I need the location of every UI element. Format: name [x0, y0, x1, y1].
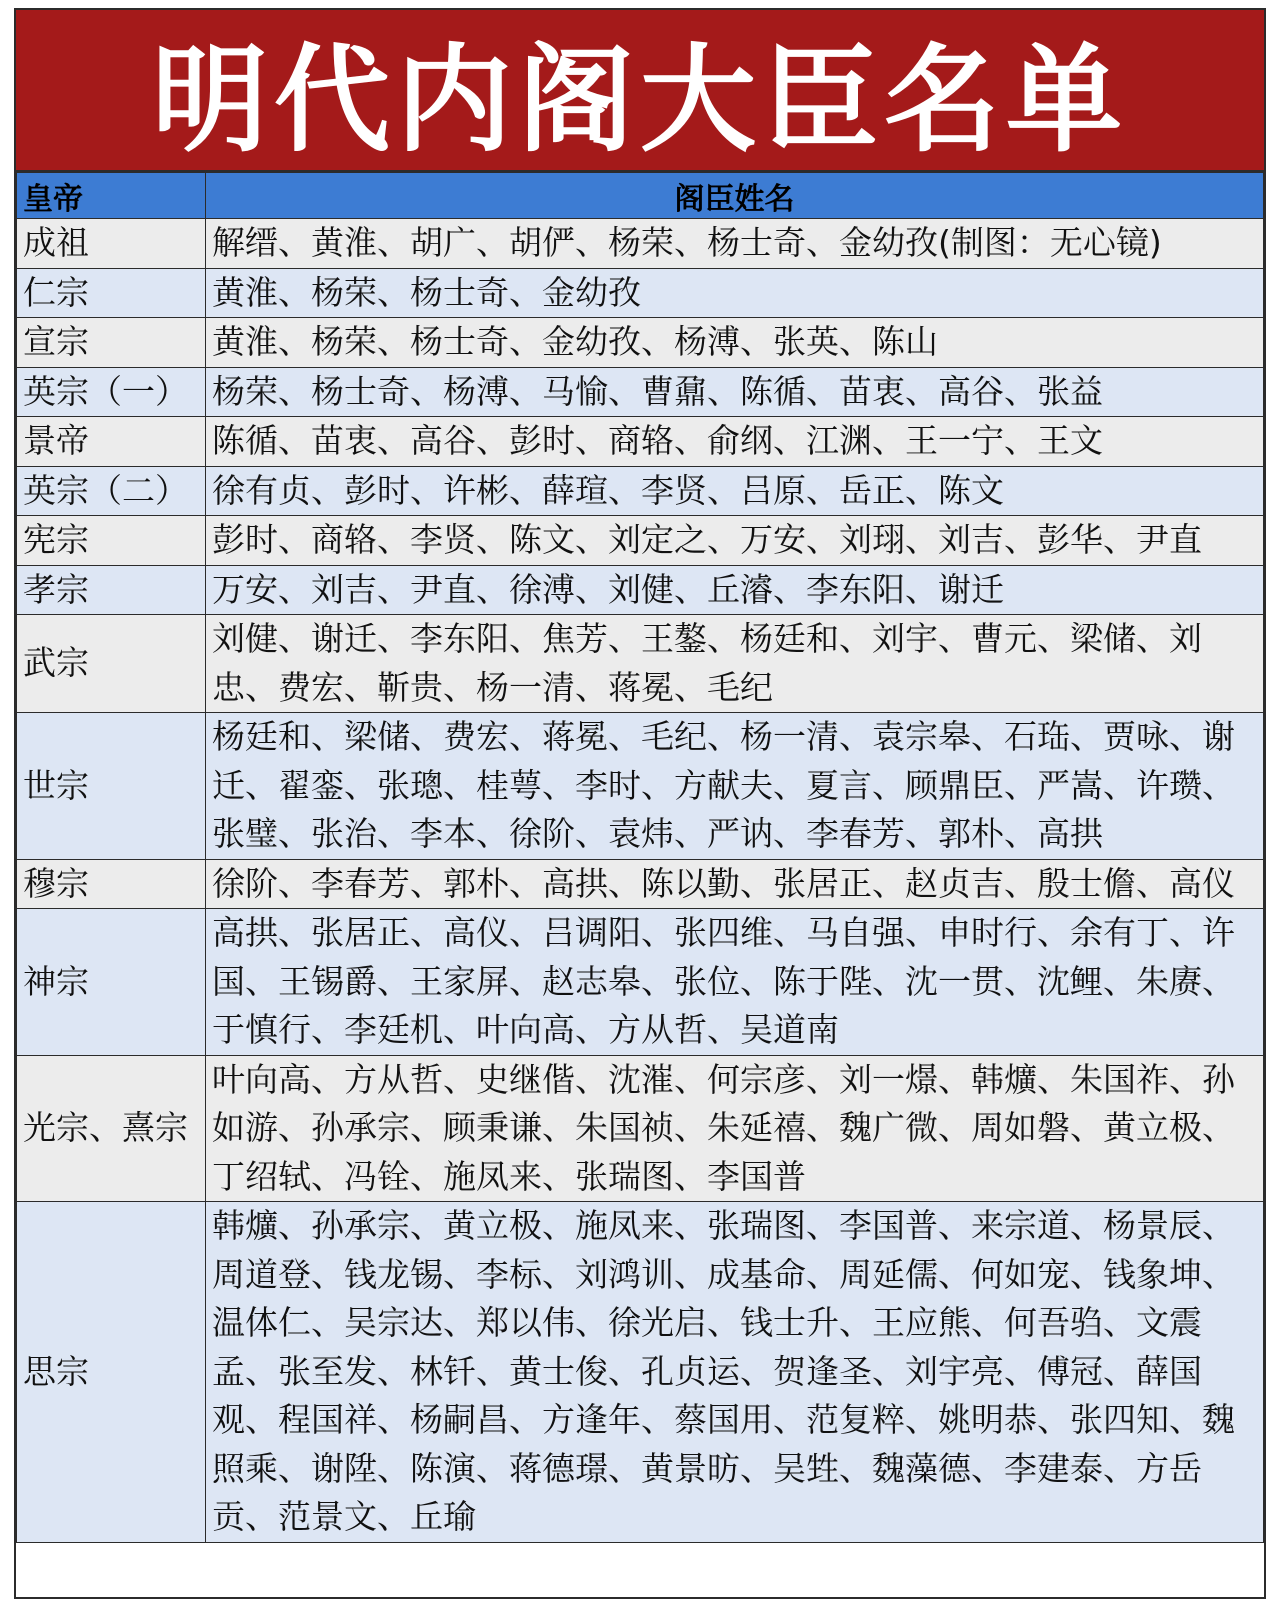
table-row	[17, 615, 1264, 713]
ministers-cell: 高拱、张居正、高仪、吕调阳、张四维、马自强、申时行、余有丁、许国、王锡爵、王家屏、赵志皋、张位、陈于陛、沈一贯、沈鲤、朱赓、于慎行、李廷机、叶向高、方从哲、吴道南	[206, 909, 1264, 1056]
emperor-cell: 景帝	[17, 417, 206, 467]
emperor-cell: 思宗	[17, 1202, 206, 1543]
ministers-cell: 黄淮、杨荣、杨士奇、金幼孜	[206, 268, 1264, 318]
table-row	[17, 909, 1264, 1056]
ministers-cell: 黄淮、杨荣、杨士奇、金幼孜、杨溥、张英、陈山	[206, 318, 1264, 368]
emperor-cell: 世宗	[17, 713, 206, 860]
table-row	[17, 516, 1264, 566]
table-row	[17, 466, 1264, 516]
table-row	[17, 1202, 1264, 1543]
ministers-cell: 解缙、黄淮、胡广、胡俨、杨荣、杨士奇、金幼孜(制图：无心镜)	[206, 219, 1264, 269]
ministers-cell: 韩爌、孙承宗、黄立极、施凤来、张瑞图、李国普、来宗道、杨景辰、周道登、钱龙锡、李标、刘鸿训、成基命、周延儒、何如宠、钱象坤、温体仁、吴宗达、郑以伟、徐光启、钱士升、王应熊、何吾驺、文震孟、张至发、林钎、黄士俊、孔贞运、贺逢圣、刘宇亮、傅冠、薛国观、程国祥、杨嗣昌、方逢年、蔡国用、范复粹、姚明恭、张四知、魏照乘、谢陞、陈演、蒋德璟、黄景昉、吴甡、魏藻德、李建泰、方岳贡、范景文、丘瑜	[206, 1202, 1264, 1543]
ministers-cell: 徐有贞、彭时、许彬、薛瑄、李贤、吕原、岳正、陈文	[206, 466, 1264, 516]
table-row	[17, 318, 1264, 368]
ministers-cell: 万安、刘吉、尹直、徐溥、刘健、丘濬、李东阳、谢迁	[206, 565, 1264, 615]
table-row	[17, 268, 1264, 318]
emperor-cell: 武宗	[17, 615, 206, 713]
table-row	[17, 367, 1264, 417]
emperor-cell: 孝宗	[17, 565, 206, 615]
ministers-table	[16, 172, 1264, 1543]
list-frame	[14, 8, 1266, 1599]
table-row	[17, 565, 1264, 615]
table-row	[17, 219, 1264, 269]
ministers-cell: 杨荣、杨士奇、杨溥、马愉、曹鼐、陈循、苗衷、高谷、张益	[206, 367, 1264, 417]
table-row	[17, 859, 1264, 909]
ministers-cell: 杨廷和、梁储、费宏、蒋冕、毛纪、杨一清、袁宗皋、石珤、贾咏、谢迁、翟銮、张璁、桂萼、李时、方献夫、夏言、顾鼎臣、严嵩、许瓒、张璧、张治、李本、徐阶、袁炜、严讷、李春芳、郭朴、高拱	[206, 713, 1264, 860]
emperor-cell: 宪宗	[17, 516, 206, 566]
ministers-cell: 陈循、苗衷、高谷、彭时、商辂、俞纲、江渊、王一宁、王文	[206, 417, 1264, 467]
header-ministers: 阁臣姓名	[206, 173, 1264, 219]
emperor-cell: 成祖	[17, 219, 206, 269]
table-row	[17, 1055, 1264, 1202]
ministers-cell: 刘健、谢迁、李东阳、焦芳、王鏊、杨廷和、刘宇、曹元、梁储、刘忠、费宏、靳贵、杨一清、蒋冕、毛纪	[206, 615, 1264, 713]
emperor-cell: 宣宗	[17, 318, 206, 368]
emperor-cell: 仁宗	[17, 268, 206, 318]
table-header-row	[17, 173, 1264, 219]
emperor-cell: 光宗、熹宗	[17, 1055, 206, 1202]
ministers-cell: 彭时、商辂、李贤、陈文、刘定之、万安、刘珝、刘吉、彭华、尹直	[206, 516, 1264, 566]
emperor-cell: 英宗（一）	[17, 367, 206, 417]
ministers-cell: 徐阶、李春芳、郭朴、高拱、陈以勤、张居正、赵贞吉、殷士儋、高仪	[206, 859, 1264, 909]
page-title: 明代内阁大臣名单	[16, 10, 1264, 172]
emperor-cell: 神宗	[17, 909, 206, 1056]
header-emperor: 皇帝	[17, 173, 206, 219]
table-row	[17, 417, 1264, 467]
ministers-cell: 叶向高、方从哲、史继偕、沈漼、何宗彦、刘一燝、韩爌、朱国祚、孙如游、孙承宗、顾秉谦、朱国祯、朱延禧、魏广微、周如磐、黄立极、丁绍轼、冯铨、施凤来、张瑞图、李国普	[206, 1055, 1264, 1202]
emperor-cell: 穆宗	[17, 859, 206, 909]
emperor-cell: 英宗（二）	[17, 466, 206, 516]
table-row	[17, 713, 1264, 860]
